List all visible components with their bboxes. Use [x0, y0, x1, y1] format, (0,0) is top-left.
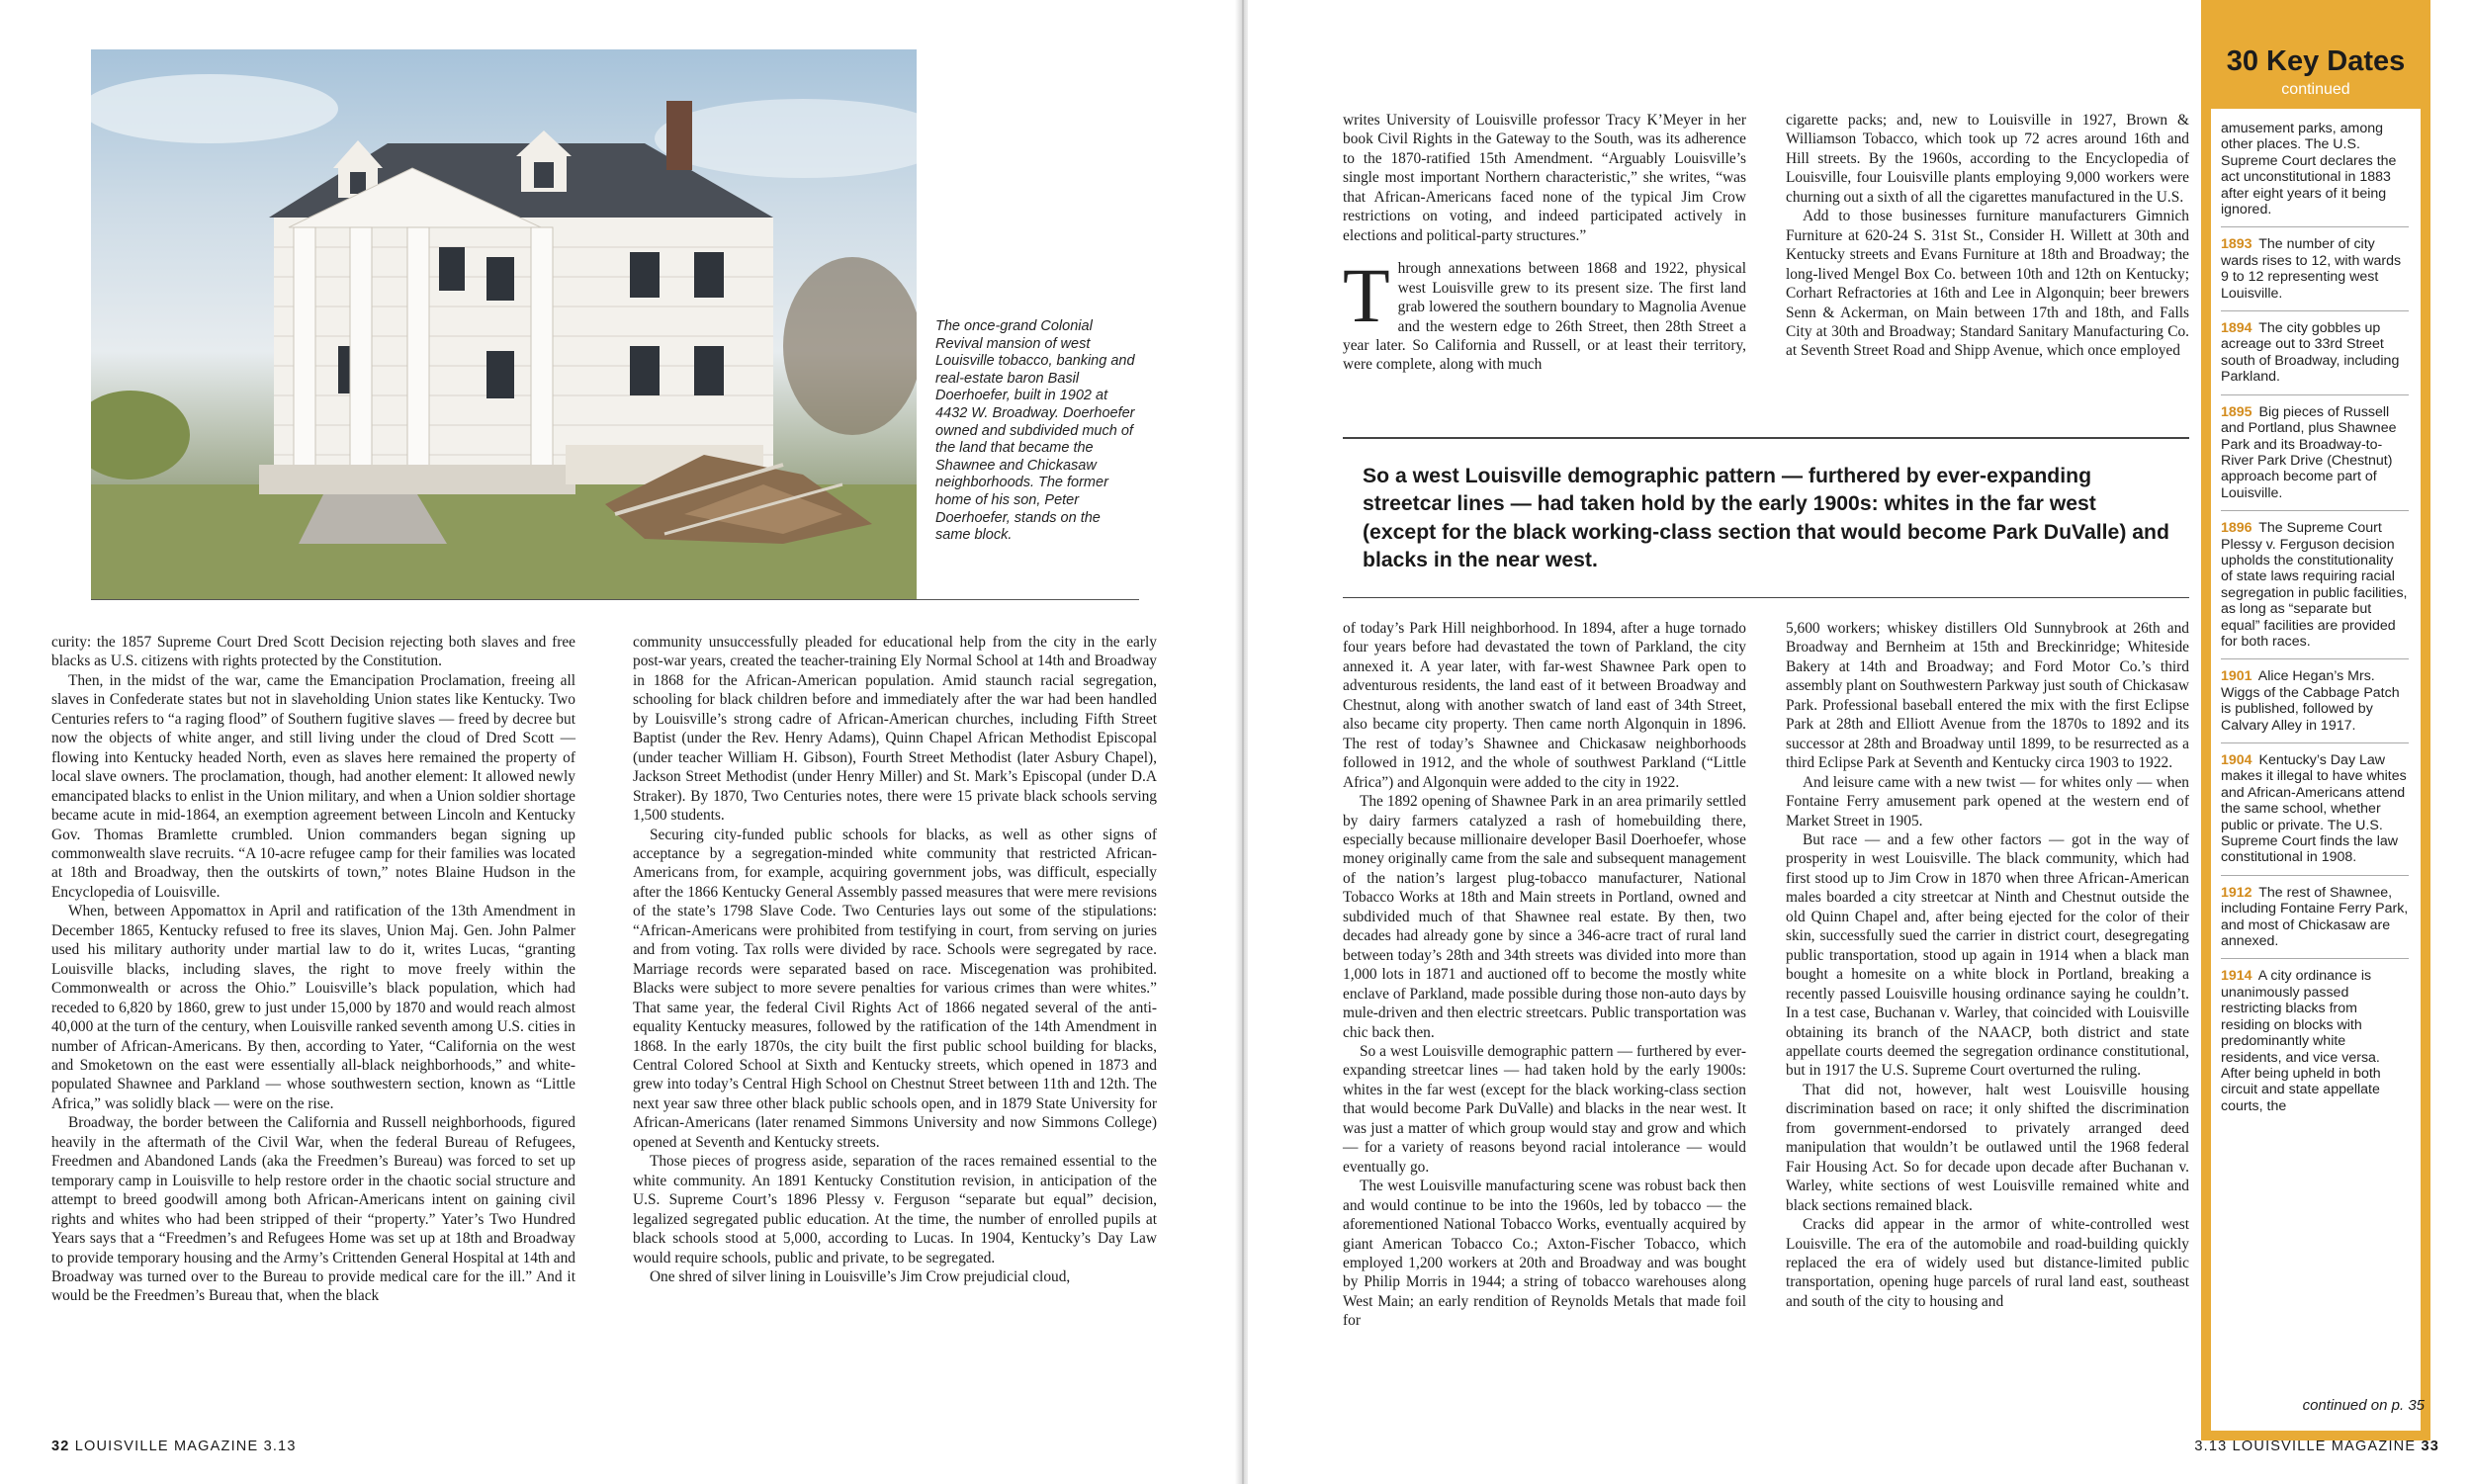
- body-paragraph: Then, in the midst of the war, came the Emancipation Proclamation, freeing all slaves in Confederate states but not in slaveholding Union states like Kentucky. Two Centuries refers to “a raging flood” of Southern fugitive slaves — freed by decree but now the objects of white anger, and still living under the cloud of Dred Scott — flowing into Kentucky headed North, even as slaves here remained the property of local slave owners. The proclamation, though, had another element: It allowed newly emancipated blacks to enlist in the Union military, and when a Union soldier shortage became acute in mid-1864, an exemption agreement between Lincoln and Kentucky Gov. Thomas Bramlette crumbled. Union commanders began signing up commonwealth slave recruits. “A 10-acre refugee camp for their families was located at 18th and Broadway, then the outskirts of town,” notes Blaine Hudson in the Encyclopedia of Louisville.: [51, 671, 575, 901]
- key-date-entry: [2221, 236, 2409, 311]
- left-column-1: [51, 633, 575, 1306]
- body-paragraph: of today’s Park Hill neighborhood. In 1894, after a huge tornado four years before had devastated the town of Parkland, the city annexed it. A year later, with far-west Shawnee Park open to adventurous residents, the land east of it between Broadway and Chestnut, along with another swatch of land east of 34th Street, also became city property. Then came north Algonquin in 1896. The rest of today’s Shawnee and Chickasaw neighborhoods followed in 1912, and the whole of southwest Parkland (“Little Africa”) and Algonquin were added to the city in 1922.: [1343, 620, 1746, 791]
- dropcap-paragraph: [1343, 252, 1746, 375]
- doerhoefer-mansion-photo: [91, 49, 917, 599]
- body-paragraph: Those pieces of progress aside, separation of the races remained essential to the white community. An 1891 Kentucky Constitution revision, in anticipation of the U.S. Supreme Court’s 1896 Plessy v. Ferguson “separate but equal” decision, legalized segregated public education. At the time, the number of enrolled pupils at black schools stood at 5,000, according to Lucas. In 1904, Kentucky’s Day Law would require schools, public and private, to be segregated.: [633, 1153, 1157, 1266]
- body-paragraph: writes University of Louisville professor Tracy K’Meyer in her book Civil Rights in the Gateway to the South, was its adherence to the 1870-ratified 15th Amendment. “Arguably Louisville’s single most important Northern characteristic,” she writes, “was that African-Americans faced none of the typical Jim Crow restrictions on voting, and indeed participated actively in elections and political-party structures.”: [1343, 112, 1746, 244]
- entry-text: Kentucky’s Day Law makes it illegal to have whites and African-Americans attend the same school, whether public or private. The U.S. Supreme Court finds the law constitutional in 1908.: [2221, 752, 2407, 866]
- key-date-entry: [2221, 968, 2409, 1123]
- entry-text: A city ordinance is unanimously passed restricting blacks from residing on blocks with predominantly white residents, and vice versa. After being upheld in both circuit and state appellate courts, the: [2221, 968, 2381, 1114]
- key-dates-sidebar: [2201, 0, 2430, 1440]
- right-column-2: [1786, 111, 2189, 361]
- body-paragraph: community unsuccessfully pleaded for educational help from the city in the early post-war years, created the teacher-training Ely Normal School at 14th and Broadway in 1868 for the African-American population. Amid staunch racial segregation, schooling for black children before and immediately after the war had been handled by Louisville’s strong cadre of African-American churches, including Fifth Street Baptist (under the Rev. Henry Adams), Quinn Chapel African Methodist Episcopal (under teacher William H. Gibson), Fourth Street Methodist (later Asbury Chapel), Jackson Street Methodist (under Henry Miller) and St. Mark’s Episcopal (under D.A Straker). By 1870, Two Centuries notes, there were 15 private black schools serving 1,500 students.: [633, 634, 1157, 825]
- entry-year: 1893: [2221, 236, 2252, 253]
- pull-quote-top-rule: [1343, 437, 2189, 439]
- right-column-3: [1343, 619, 1746, 1331]
- entry-year: 1896: [2221, 520, 2252, 537]
- body-paragraph: Securing city-funded public schools for blacks, as well as other signs of acceptance by a segregation-minded white community that restricted African-Americans from, for example, acquiring government jobs, was difficult, especially after the 1866 Kentucky General Assembly passed measures that were mere revisions of the state’s 1798 Slave Code. Two Centuries lays out some of the stipulations: “African-Americans were prohibited from testifying in court, from serving on juries and from voting. Tax rolls were divided by race. Schools were segregated by race. Marriage records were separated based on race. Miscegenation was prohibited. Blacks were subject to more severe penalties for various crimes than were whites.” That same year, the federal Civil Rights Act of 1866 negated several of the anti-equality Kentucky measures, followed by the ratification of the 14th Amendment in 1868. In the early 1870s, the city built the first public school building for blacks, Central Colored School at Sixth and Kentucky streets, which opened in 1873 and grew into today’s Central High School on Chestnut Street between 11th and 12th. The next year saw three other black public schools open, and in 1879 State University for African-Americans (later renamed Simmons University and now Simmons College) opened at Seventh and Kentucky streets.: [633, 826, 1157, 1151]
- body-paragraph: The west Louisville manufacturing scene was robust back then and would continue to be into the 1960s, led by tobacco — the aforementioned National Tobacco Works, eventually acquired by giant American Tobacco Co.; Axton-Fischer Tobacco, which employed 1,200 workers at 20th and Broadway and was bought by Philip Morris in 1944; a string of tobacco warehouses along West Main; an early rendition of Reynolds Metals that made foil for: [1343, 1178, 1746, 1330]
- entry-year: 1901: [2221, 668, 2252, 685]
- entry-text: amusement parks, among other places. The U.S. Supreme Court declares the act unconstitutional in 1883 after eight years of it being ignored.: [2221, 121, 2397, 218]
- folio-text: 3.13 LOUISVILLE MAGAZINE: [2194, 1439, 2417, 1454]
- key-date-entry: [2221, 520, 2409, 659]
- entry-text: Big pieces of Russell and Portland, plus Shawnee Park and its Broadway-to-River Park Drive (Chestnut) approach become part of Louisville.: [2221, 403, 2397, 501]
- right-column-1: [1343, 111, 1746, 375]
- body-paragraph: Cracks did appear in the armor of white-controlled west Louisville. The era of the automobile and road-building quickly replaced the era of widely used but distance-limited public transportation, opening huge parcels of rural land east, southeast and south of the city to housing and: [1786, 1216, 2189, 1310]
- body-paragraph: One shred of silver lining in Louisville’s Jim Crow prejudicial cloud,: [649, 1267, 1071, 1285]
- caption-divider: [91, 599, 1139, 600]
- entry-year: 1894: [2221, 320, 2252, 337]
- key-date-entry: [2221, 668, 2409, 743]
- body-paragraph: So a west Louisville demographic pattern — furthered by ever-expanding streetcar lines — had taken hold by the early 1900s: whites in the far west (except for the black working-class section that would become Park DuValle) and blacks in the near west. It was just a matter of which group would stay and grow and which — for a variety of reasons beyond racial intolerance — would eventually go.: [1343, 1042, 1746, 1176]
- entry-year: 1895: [2221, 403, 2252, 420]
- body-paragraph: That did not, however, halt west Louisville housing discrimination based on race; it only shifted the discrimination from government-endorsed to privately arranged deed manipulation that wouldn’t be outlawed until the 1968 federal Fair Housing Act. So for decade upon decade after Buchanan v. Warley, white sections of west Louisville remained white and black sections remained black.: [1786, 1081, 2189, 1214]
- key-date-entry: [2221, 752, 2409, 876]
- entry-year: 1904: [2221, 752, 2252, 768]
- right-column-4: [1786, 619, 2189, 1311]
- body-paragraph: curity: the 1857 Supreme Court Dred Scott Decision rejecting both slaves and free blacks as U.S. citizens with rights protected by the Constitution.: [51, 634, 575, 670]
- page-number: 32: [51, 1439, 70, 1454]
- sidebar-subtitle: continued: [2281, 81, 2350, 98]
- photo-caption: The once-grand Colonial Revival mansion of west Louisville tobacco, banking and real-estate baron Basil Doerhoefer, built in 1902 at 4432 W. Broadway. Doerhoefer owned and subdivided much of the land that became the Shawnee and Chickasaw neighborhoods. The former home of his son, Peter Doerhoefer, stands on the same block.: [935, 318, 1135, 544]
- body-paragraph: The 1892 opening of Shawnee Park in an area primarily settled by dairy farmers catalyzed a rash of homebuilding there, especially because millionaire developer Basil Doerhoefer, whose money originally came from the sale and subsequent management of the nation’s largest plug-tobacco manufacturer, National Tobacco Works at 18th and Main streets in Portland, owned and subdivided much of that Shawnee real estate. By then, two decades had already gone by since a 346-acre tract of rural land between today’s 28th and 34th streets was divided into more than 1,000 lots in 1871 and auctioned off to become the mostly white enclave of Parkland, made possible during those non-auto days by mule-driven and then electric streetcars. Public transportation was chic back then.: [1343, 793, 1746, 1041]
- sidebar-title: 30 Key Dates: [2226, 45, 2406, 77]
- key-date-entry: [2221, 885, 2409, 960]
- key-date-entry: [2221, 121, 2409, 227]
- sidebar-continued-note: continued on p. 35: [2302, 1397, 2425, 1414]
- sidebar-panel: [2211, 109, 2421, 1431]
- pull-quote: So a west Louisville demographic pattern — furthered by ever-expanding streetcar lines — had taken hold by the early 1900s: whites in the far west (except for the black working-class section that would become Park DuValle) and blacks in the near west.: [1363, 465, 2169, 572]
- body-paragraph: But race — and a few other factors — got in the way of prosperity in west Louisville. The black community, which had first stood up to Jim Crow in 1870 when three African-American males boarded a city streetcar at Ninth and Chestnut outside the old Quinn Chapel and, after being ejected for the color of their skin, successfully sued the carrier in district court, desegregating public transportation, stood up again in 1914 when a black man bought a homesite on a white block in Portland, breaking a recently passed Louisville housing ordinance saying he couldn’t. In a test case, Buchanan v. Warley, that coincided with Louisville obtaining its branch of the NAACP, both district and state appellate courts deemed the segregation ordinance constitutional, but in 1917 the U.S. Supreme Court overturned the ruling.: [1786, 830, 2189, 1080]
- key-dates-list: [2221, 121, 2409, 1132]
- pull-quote-bottom-rule: [1343, 597, 2189, 598]
- entry-year: 1912: [2221, 884, 2252, 901]
- body-paragraph: Broadway, the border between the California and Russell neighborhoods, figured heavily in the aftermath of the Civil War, when the federal Bureau of Refugees, Freedmen and Abandoned Lands (aka the Freedmen’s Bureau) was forced to set up temporary camp in Louisville to help restore order in the chaotic social structure and attempt to breed goodwill among both African-Americans intent on gaining civil rights and whites who had been stripped of their “property.” Yater’s Two Hundred Years says that a “Freedmen’s and Refugees Home was set up at 18th and Broadway to provide temporary housing and the Army’s Crittenden General Hospital at 14th and Broadway was turned over to the Bureau to provide medical care for the ill.” And it would be the Freedmen’s Bureau that, when the black: [51, 1114, 576, 1305]
- left-column-2: [633, 633, 1157, 1286]
- left-folio: [51, 1439, 297, 1454]
- body-paragraph: cigarette packs; and, new to Louisville in 1927, Brown & Williamson Tobacco, which took up 72 acres around 16th and Hill streets. By the 1960s, according to the Encyclopedia of Louisville, four Louisville plants employing 9,000 workers were churning out a sixth of all the cigarettes manufactured in the U.S.: [1786, 112, 2189, 206]
- body-paragraph: And leisure came with a new twist — for whites only — when Fontaine Ferry amusement park opened at the western end of Market Street in 1905.: [1786, 773, 2189, 829]
- folio-text: LOUISVILLE MAGAZINE 3.13: [74, 1439, 297, 1454]
- body-paragraph: Add to those businesses furniture manufacturers Gimnich Furniture at 620-24 S. 31st St., Consider H. Willett at 30th and Kentucky streets and Evans Furniture at 18th and Broadway; the long-lived Mengel Box Co. between 10th and 12th on Kentucky; Corhart Refractories at 16th and Lee in Algonquin; beer brewers Senn & Ackerman, on Main between 17th and 18th, and Falls City at 30th and Broadway; Standard Sanitary Manufacturing Co. at Seventh Street Road and Shipp Avenue, which once employed: [1786, 208, 2189, 360]
- dropcap-letter: T: [1343, 252, 1390, 339]
- page-number: 33: [2421, 1439, 2439, 1454]
- entry-text: The city gobbles up acreage out to 33rd Street south of Broadway, including Parkland.: [2221, 320, 2400, 386]
- entry-year: 1914: [2221, 968, 2252, 985]
- key-date-entry: [2221, 404, 2409, 511]
- entry-text: Alice Hegan’s Mrs. Wiggs of the Cabbage Patch is published, followed by Calvary Alley in 1917.: [2221, 668, 2400, 734]
- right-folio: [2194, 1439, 2439, 1454]
- body-paragraph: When, between Appomattox in April and ratification of the 13th Amendment in December 1865, Kentucky refused to free its slaves, Union Maj. Gen. John Palmer used his military authority under martial law to do it, writes Lucas, “granting Louisville blacks, including slaves, the right to move freely within the Commonwealth or across the Ohio.” Louisville’s black population, which had receded to 6,820 by 1860, grew to just under 15,000 by 1870 and would reach almost 40,000 at the turn of the century, when Louisville ranked seventh among U.S. cities in number of African-Americans. By then, according to Yater, “California on the west and Smoketown on the east were essentially all-black neighborhoods,” and white-populated Shawnee and Parkland — whose southwestern section, known as “Little Africa,” was solidly black — were on the rise.: [51, 903, 575, 1112]
- entry-text: The rest of Shawnee, including Fontaine Ferry Park, and most of Chickasaw are annexed.: [2221, 884, 2409, 950]
- entry-text: The number of city wards rises to 12, with wards 9 to 12 representing west Louisville.: [2221, 236, 2402, 302]
- key-date-entry: [2221, 320, 2409, 395]
- entry-text: The Supreme Court Plessy v. Ferguson decision upholds the constitutionality of state laws requiring racial segregation in public facilities, as long as “separate but equal” facilities are provided for both races.: [2221, 520, 2408, 650]
- dropcap-paragraph-text: hrough annexations between 1868 and 1922, physical west Louisville grew to its present size. The first land grab lowered the southern boundary to Magnolia Avenue and the western edge to 26th Street, then 28th Street a year later. So California and Russell, or at least their territory, were complete, along with much: [1343, 260, 1746, 374]
- body-paragraph: 5,600 workers; whiskey distillers Old Sunnybrook at 26th and Broadway and Bernheim at 15th and Breckinridge; Whiteside Bakery at 14th and Broadway; and Ford Motor Co.’s third assembly plant on Southwestern Parkway just south of Chickasaw Park. Professional baseball entered the mix with the first Eclipse Park at 28th and Elliott Avenue from the 1870s to 1892 and its successor at 28th and Broadway until 1899, to be resurrected as a third Eclipse Park at Seventh and Kentucky circa 1903 to 1922.: [1786, 620, 2189, 772]
